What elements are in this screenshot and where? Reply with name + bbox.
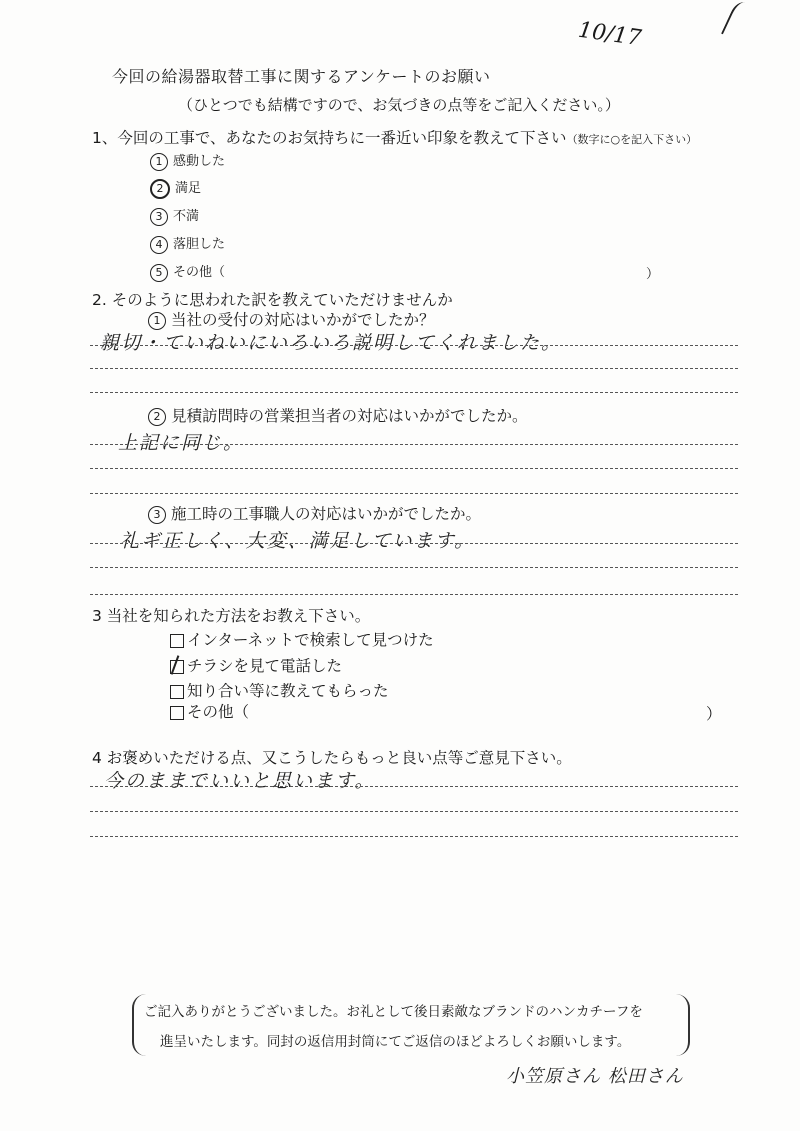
signature: 小笠原さん 松田さん xyxy=(506,1066,684,1087)
thank-you-line-1: ご記入ありがとうございました。お礼として後日素敵なブランドのハンカチーフを xyxy=(144,1004,643,1020)
checkbox[interactable] xyxy=(170,685,184,699)
q2-sub-1 xyxy=(148,308,435,330)
answer-line xyxy=(90,493,738,494)
sub-text: 当社の受付の対応はいかがでしたか？ xyxy=(171,311,435,329)
q2-sub-3 xyxy=(148,502,481,524)
option-number: 4 xyxy=(150,236,168,254)
answer-line xyxy=(90,786,738,787)
q4-answer[interactable]: 今のままでいいと思います。 xyxy=(104,770,376,792)
sub-number: 3 xyxy=(148,506,166,524)
q1-option-5[interactable] xyxy=(150,261,225,282)
option-number: 1 xyxy=(150,153,168,171)
option-text: チラシを見て電話した xyxy=(187,657,343,675)
q1-other-close: ） xyxy=(646,267,660,282)
answer-line xyxy=(90,392,738,393)
option-text: 知り合い等に教えてもらった xyxy=(187,682,389,700)
q2-answer-2[interactable]: 上記に同じ。 xyxy=(118,432,245,454)
q3-option-1[interactable] xyxy=(170,628,434,650)
option-text: 感動した xyxy=(173,154,226,169)
option-text: 落胆した xyxy=(173,237,226,252)
option-text: 不満 xyxy=(173,209,200,224)
answer-line xyxy=(90,836,738,837)
question-1 xyxy=(92,126,697,148)
answer-line xyxy=(90,811,738,812)
q3-other-close: ） xyxy=(706,705,722,723)
option-text: 満足 xyxy=(175,181,202,196)
q1-option-2[interactable] xyxy=(150,177,201,199)
answer-line xyxy=(90,368,738,369)
date-annotation: 10/17 xyxy=(576,17,643,52)
q2-answer-1[interactable]: 親切・ていねいにいろいろ説明してくれました。 xyxy=(100,332,563,354)
option-number: 5 xyxy=(150,264,168,282)
option-text: インターネットで検索して見つけた xyxy=(187,631,434,649)
answer-line xyxy=(90,468,738,469)
survey-subtitle: （ひとつでも結構ですので、お気づきの点等をご記入ください。） xyxy=(178,96,620,114)
q3-option-2[interactable] xyxy=(170,654,342,676)
answer-line xyxy=(90,594,738,595)
question-3-label: 3 当社を知られた方法をお教え下さい。 xyxy=(92,607,371,625)
answer-line xyxy=(90,345,738,346)
option-number: 3 xyxy=(150,208,168,226)
option-number-circled: 2 xyxy=(150,179,170,199)
question-1-note: （数字に○を記入下さい） xyxy=(566,133,698,146)
checkbox[interactable] xyxy=(170,634,184,648)
checkbox-checked[interactable] xyxy=(170,660,184,674)
question-4-label: 4 お褒めいただける点、又こうしたらもっと良い点等ご意見下さい。 xyxy=(92,749,572,767)
option-text: その他（ xyxy=(187,703,250,721)
survey-title: 今回の給湯器取替工事に関するアンケートのお願い xyxy=(112,67,491,86)
q1-option-4[interactable] xyxy=(150,233,225,254)
q2-sub-2 xyxy=(148,404,528,426)
q3-option-3[interactable] xyxy=(170,679,389,701)
sub-text: 見積訪問時の営業担当者の対応はいかがでしたか。 xyxy=(171,407,528,425)
q1-option-1[interactable] xyxy=(150,150,225,171)
answer-line xyxy=(90,543,738,544)
answer-line xyxy=(90,444,738,445)
pen-stroke xyxy=(721,0,757,43)
sub-number: 1 xyxy=(148,312,166,330)
q3-option-4[interactable] xyxy=(170,700,249,722)
option-text: その他（ xyxy=(173,265,226,280)
question-1-label: 1、今回の工事で、あなたのお気持ちに一番近い印象を教えて下さい xyxy=(92,129,567,147)
answer-line xyxy=(90,567,738,568)
sub-text: 施工時の工事職人の対応はいかがでしたか。 xyxy=(171,505,482,523)
thank-you-line-2: 進呈いたします。同封の返信用封筒にてご返信のほどよろしくお願いします。 xyxy=(160,1034,631,1050)
checkbox[interactable] xyxy=(170,706,184,720)
sub-number: 2 xyxy=(148,408,166,426)
q2-answer-3[interactable]: 礼ギ正しく、大変、満足しています。 xyxy=(120,530,476,552)
question-2-label: 2. そのように思われた訳を教えていただけませんか xyxy=(92,291,453,309)
q1-option-3[interactable] xyxy=(150,205,199,226)
